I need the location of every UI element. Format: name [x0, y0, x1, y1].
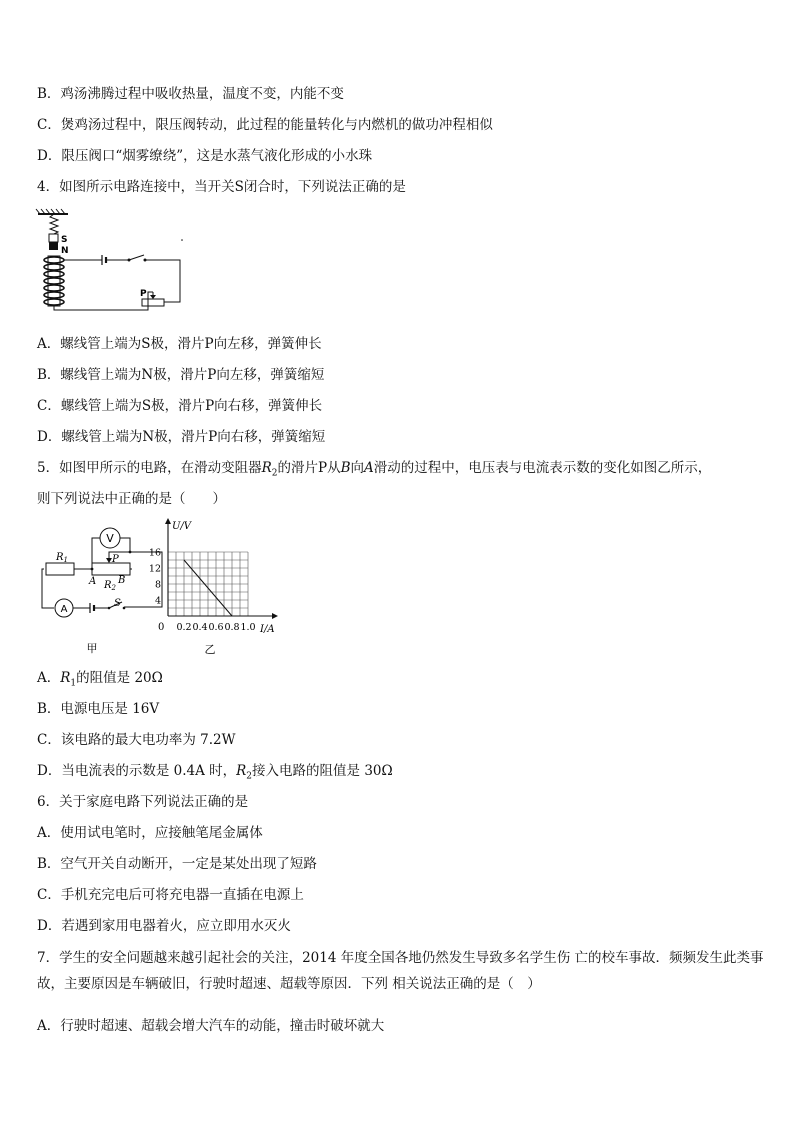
- q6-option-b: B．空气开关自动断开，一定是某处出现了短路: [37, 856, 317, 872]
- x-tick-label: 0.8: [224, 622, 240, 633]
- y-tick-label: 4: [154, 595, 161, 607]
- y-tick-label: 16: [148, 547, 161, 559]
- x-tick-label: 1.0: [240, 622, 256, 633]
- x-tick-label: 0.6: [208, 622, 224, 633]
- r1-label: $R_1$: [56, 552, 68, 564]
- n-pole-label: N: [61, 246, 69, 256]
- s-switch-label: S: [114, 598, 121, 609]
- q5-stem-line2: 则下列说法中正确的是（ ）: [37, 491, 226, 507]
- q6-stem: 6．关于家庭电路下列说法正确的是: [37, 794, 249, 810]
- option-d-prev: D．限压阀口“烟雾缭绕”，这是水蒸气液化形成的小水珠: [37, 148, 373, 164]
- q7-stem: 7．学生的安全问题越来越引起社会的关注，2014 年度全国各地仍然发生导致多名学生伤 亡的校车事故．频频发生此类事故，主要原因是车辆破旧，行驶时超速、超载等原因．下列 相关说法正确的是（ ）: [37, 950, 764, 992]
- q4-option-c: C．螺线管上端为S极，滑片P向右移，弹簧伸长: [37, 398, 323, 414]
- q4-stem: 4．如图所示电路连接中，当开关S闭合时，下列说法正确的是: [37, 179, 406, 195]
- x-tick-label: 0.4: [192, 622, 208, 633]
- r2-label: $R_2$: [104, 580, 116, 592]
- ammeter-label: A: [60, 604, 68, 615]
- q5-option-c: C．该电路的最大电功率为 7.2W: [37, 732, 236, 748]
- x-axis-label: I/A: [260, 624, 275, 635]
- x-tick-label: 0.2: [176, 622, 192, 633]
- q7-option-a: A．行驶时超速、超载会增大汽车的动能，撞击时破坏就大: [37, 1018, 385, 1034]
- p-label: P: [112, 554, 119, 565]
- caption-yi: 乙: [204, 643, 216, 656]
- q5-ui-graph-yi: [144, 518, 284, 658]
- voltmeter-label: V: [106, 532, 114, 545]
- y-tick-label: 8: [154, 579, 161, 591]
- y-axis-label: U/V: [172, 521, 192, 532]
- q4-solenoid-circuit-figure: [32, 206, 192, 318]
- origin-label: 0: [158, 622, 165, 633]
- y-tick-label: 12: [148, 563, 161, 575]
- q5-option-a: A．$R_1$的阻值是 20Ω: [37, 670, 163, 689]
- s-pole-label: S: [61, 235, 68, 245]
- q6-option-c: C．手机充完电后可将充电器一直插在电源上: [37, 887, 304, 903]
- q6-option-d: D．若遇到家用电器着火，应立即用水灭火: [37, 918, 291, 934]
- option-c-prev: C．煲鸡汤过程中，限压阀转动，此过程的能量转化与内燃机的做功冲程相似: [37, 117, 493, 133]
- q5-stem-line1: 5．如图甲所示的电路，在滑动变阻器$R_2$的滑片P从B向A滑动的过程中，电压表与电流表示数的变化如图乙所示，: [37, 460, 712, 479]
- b-terminal-label: B: [118, 575, 126, 586]
- q5-option-d: D．当电流表的示数是 0.4A 时，$R_2$接入电路的阻值是 30Ω: [37, 763, 393, 782]
- q4-option-b: B．螺线管上端为N极，滑片P向左移，弹簧缩短: [37, 367, 325, 383]
- option-b-prev: B．鸡汤沸腾过程中吸收热量，温度不变，内能不变: [37, 86, 344, 102]
- q4-option-d: D．螺线管上端为N极，滑片P向右移，弹簧缩短: [37, 429, 326, 445]
- q5-option-b: B．电源电压是 16V: [37, 701, 160, 717]
- q4-option-a: A．螺线管上端为S极，滑片P向左移，弹簧伸长: [37, 336, 322, 352]
- q6-option-a: A．使用试电笔时，应接触笔尾金属体: [37, 825, 263, 841]
- slider-p-label: P: [140, 289, 147, 299]
- caption-jia: 甲: [86, 642, 98, 655]
- a-terminal-label: A: [89, 576, 97, 587]
